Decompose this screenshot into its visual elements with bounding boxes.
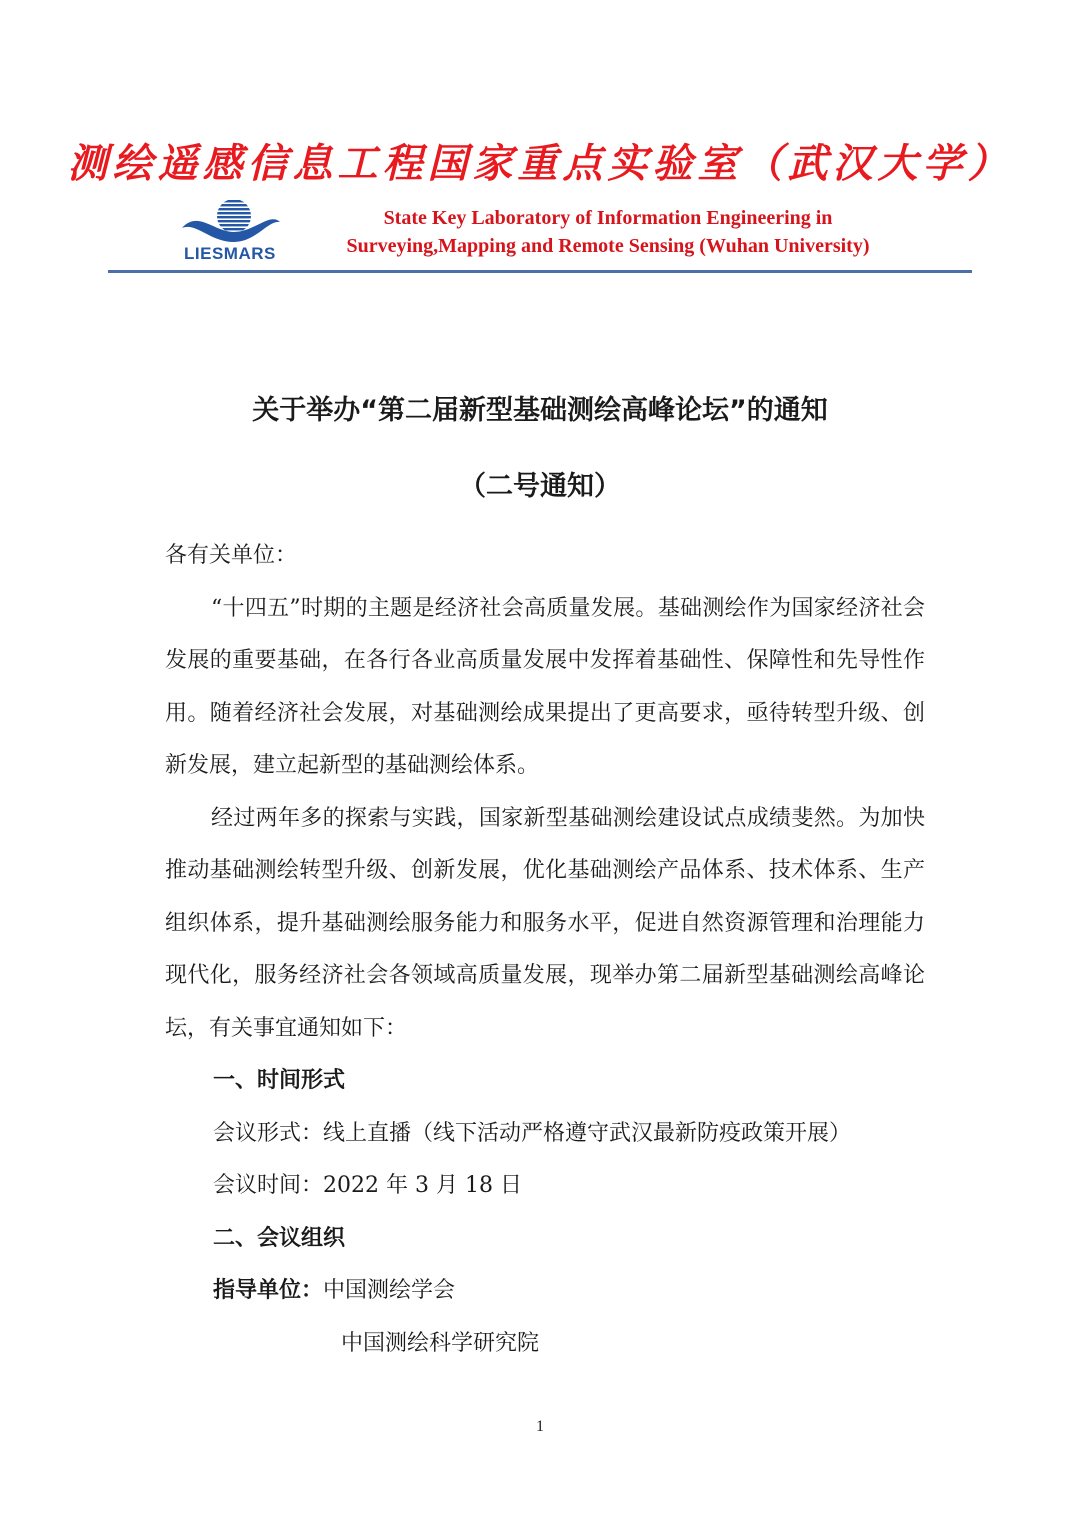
guide-unit-1: 中国测绘学会: [323, 1278, 456, 1303]
page-subtitle: （二号通知）: [459, 471, 621, 502]
letterhead-english-line-1: State Key Laboratory of Information Engineering in: [383, 207, 833, 229]
page-number: 1: [536, 1418, 544, 1435]
letterhead-divider: [108, 270, 972, 273]
paragraph-1: “十四五”时期的主题是经济社会高质量发展。基础测绘作为国家经济社会发展的重要基础，在各行各业高质量发展中发挥着基础性、保障性和先导性作用。随着经济社会发展，对基础测绘成果提出了更高要求，亟待转型升级、创新发展，建立起新型的基础测绘体系。: [165, 595, 925, 778]
document-body: [165, 530, 925, 1370]
logo-wordmark: LIESMARS: [184, 244, 276, 263]
meeting-time: 会议时间：2022 年 3 月 18 日: [213, 1173, 522, 1198]
letterhead-chinese-name: 测绘遥感信息工程国家重点实验室（武汉大学）: [67, 140, 1013, 187]
section-1-heading: 一、时间形式: [213, 1068, 346, 1093]
page-title: 关于举办“第二届新型基础测绘高峰论坛”的通知: [252, 395, 828, 426]
globe-logo-icon: [176, 192, 286, 247]
paragraph-2: 经过两年多的探索与实践，国家新型基础测绘建设试点成绩斐然。为加快推动基础测绘转型升级、创新发展，优化基础测绘产品体系、技术体系、生产组织体系，提升基础测绘服务能力和服务水平，促进自然资源管理和治理能力现代化，服务经济社会各领域高质量发展，现举办第二届新型基础测绘高峰论坛，有关事宜通知如下：: [165, 805, 925, 1041]
guide-unit-2: 中国测绘科学研究院: [341, 1330, 540, 1356]
meeting-format: 会议形式：线上直播（线下活动严格遵守武汉最新防疫政策开展）: [213, 1120, 852, 1146]
guide-units-row: [165, 1265, 925, 1318]
section-2-heading: 二、会议组织: [213, 1225, 346, 1251]
guide-units-label: 指导单位：: [213, 1278, 324, 1303]
salutation: 各有关单位：: [165, 543, 298, 568]
letterhead-english-line-2: Surveying,Mapping and Remote Sensing (Wuhan University): [346, 235, 870, 257]
letterhead-english-name: [300, 204, 916, 260]
